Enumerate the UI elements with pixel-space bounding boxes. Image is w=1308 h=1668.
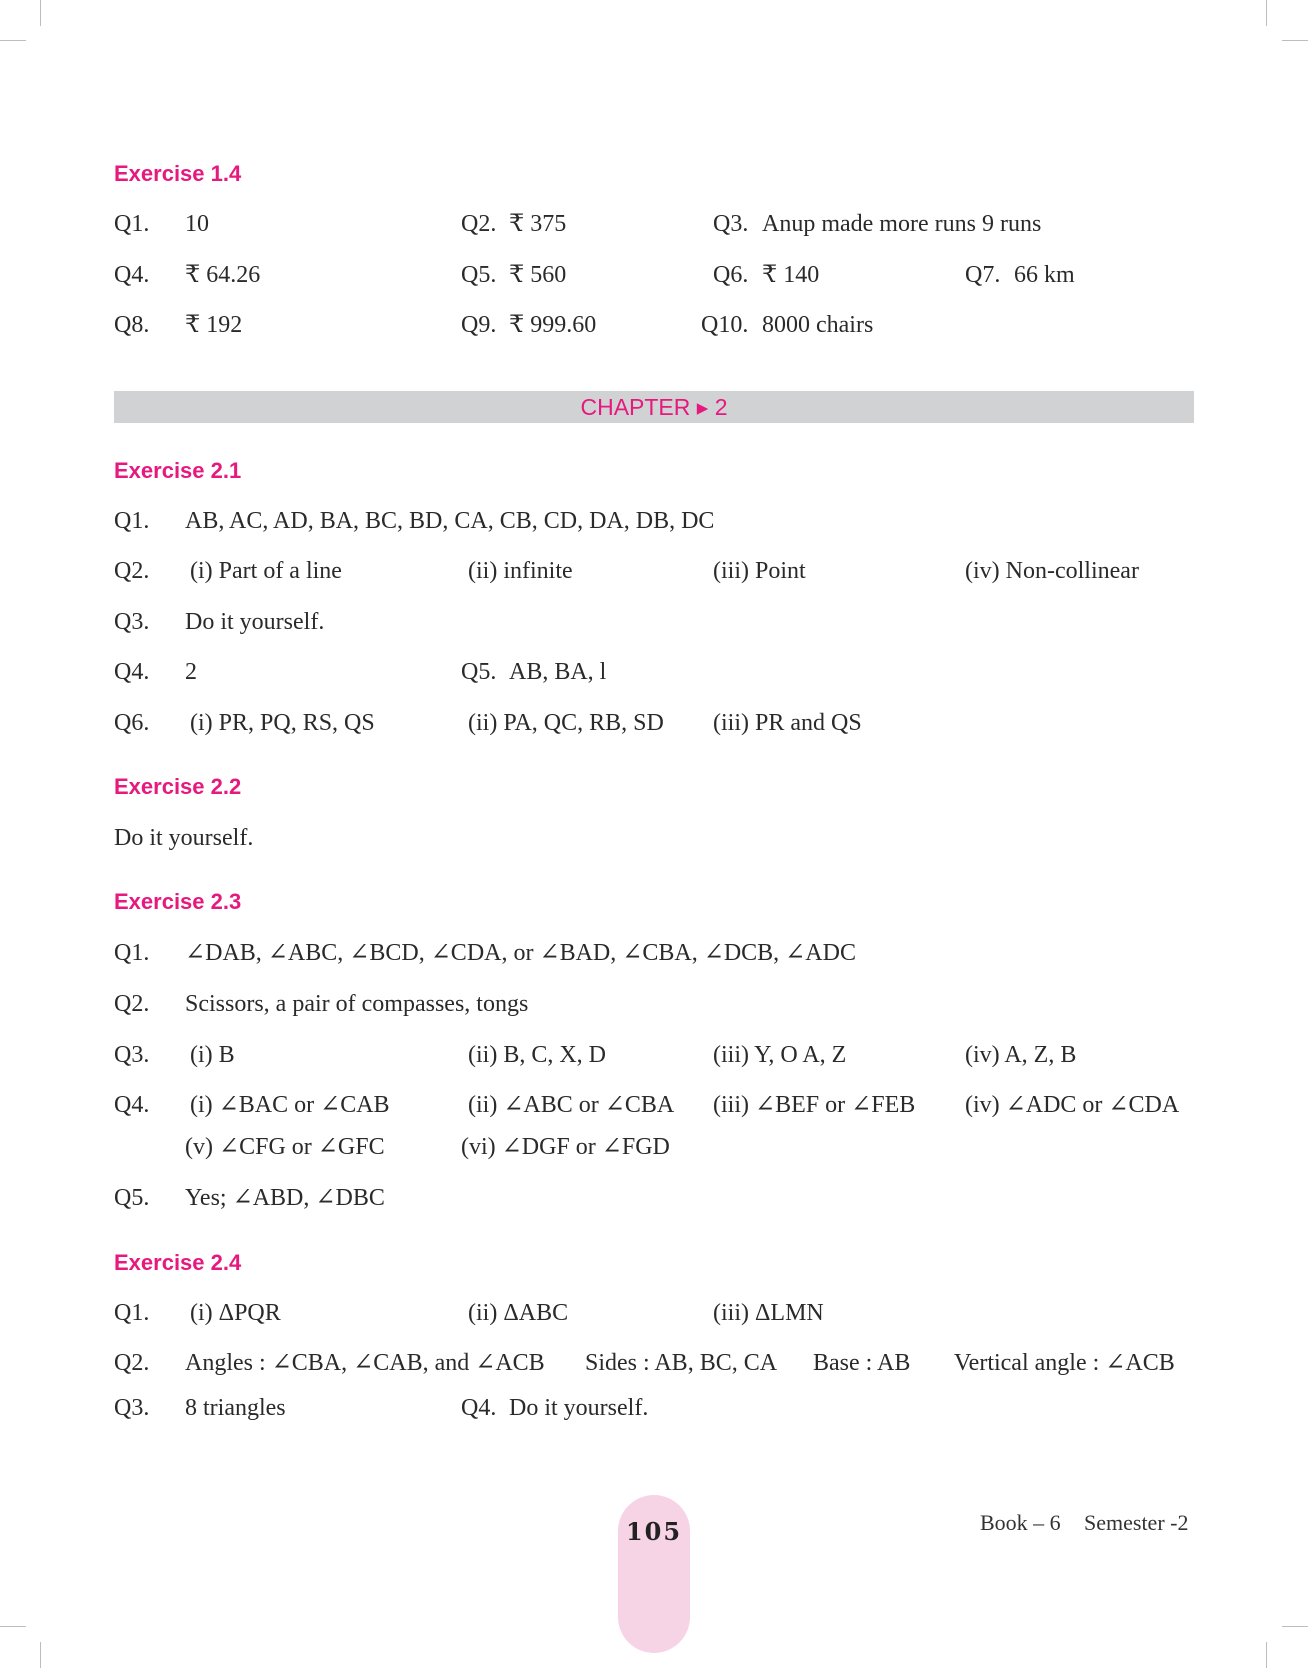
answer-text: Anup made more runs 9 runs (762, 211, 1042, 237)
answer-text: Angles : ∠CBA, ∠CAB, and ∠ACB (185, 1350, 545, 1376)
question-label: Q4. (114, 262, 150, 288)
question-label: Q1. (114, 211, 150, 237)
page-number-tab (618, 1495, 690, 1653)
answer-text: (i) B (190, 1042, 235, 1068)
answer-text: 2 (185, 659, 197, 685)
answer-text: 8 triangles (185, 1395, 286, 1421)
question-label: Q1. (114, 940, 150, 966)
question-label: Q10. (701, 312, 749, 338)
answer-text: Do it yourself. (185, 609, 325, 635)
question-label: Q6. (114, 710, 150, 736)
answer-text: (v) ∠CFG or ∠GFC (185, 1134, 385, 1160)
answer-text: 10 (185, 211, 209, 237)
question-label: Q3. (713, 211, 749, 237)
answer-text: (vi) ∠DGF or ∠FGD (461, 1134, 670, 1160)
exercise-2-1-heading: Exercise 2.1 (114, 458, 242, 483)
page-number: 105 (625, 1517, 683, 1546)
answer-text: Do it yourself. (509, 1395, 649, 1421)
crop-mark-bottom-right-v (1266, 1642, 1267, 1668)
exercise-2-4-heading: Exercise 2.4 (114, 1250, 242, 1275)
crop-mark-bottom-right-h (1282, 1626, 1308, 1627)
question-label: Q9. (461, 312, 497, 338)
question-label: Q4. (114, 1092, 150, 1118)
question-label: Q2. (114, 991, 150, 1017)
question-label: Q2. (114, 558, 150, 584)
answer-text: ₹ 64.26 (185, 262, 261, 288)
chapter-banner (114, 391, 1194, 423)
crop-mark-top-right-v (1266, 0, 1267, 26)
question-label: Q1. (114, 1300, 150, 1326)
question-label: Q5. (461, 262, 497, 288)
answer-text: (ii) ΔABC (468, 1300, 569, 1326)
exercise-2-3-heading: Exercise 2.3 (114, 889, 242, 914)
answer-text: (iii) ΔLMN (713, 1300, 824, 1326)
answer-text: ₹ 192 (185, 312, 243, 338)
answer-text: Vertical angle : ∠ACB (954, 1350, 1175, 1376)
answer-text: (iii) Y, O A, Z (713, 1042, 847, 1068)
answer-text: ₹ 375 (509, 211, 567, 237)
answer-text: 66 km (1014, 262, 1075, 288)
answer-text: (ii) ∠ABC or ∠CBA (468, 1092, 675, 1118)
answer-text: (ii) PA, QC, RB, SD (468, 710, 664, 736)
answer-text: 8000 chairs (762, 312, 874, 338)
exercise-1-4-heading: Exercise 1.4 (114, 161, 242, 186)
question-label: Q5. (114, 1185, 150, 1211)
answer-text: Scissors, a pair of compasses, tongs (185, 991, 529, 1017)
answer-text: (i) ΔPQR (190, 1300, 281, 1326)
answer-text: Base : AB (813, 1350, 911, 1376)
question-label: Q6. (713, 262, 749, 288)
question-label: Q1. (114, 508, 150, 534)
answer-text: (ii) B, C, X, D (468, 1042, 606, 1068)
answer-text: (i) ∠BAC or ∠CAB (190, 1092, 390, 1118)
footer-semester: Semester -2 (1084, 1510, 1189, 1535)
question-label: Q2. (461, 211, 497, 237)
question-label: Q3. (114, 1395, 150, 1421)
answer-text: (iii) PR and QS (713, 710, 862, 736)
answer-text: (iv) Non-collinear (965, 558, 1139, 584)
answer-text: AB, BA, l (509, 659, 607, 685)
answer-text: ₹ 560 (509, 262, 567, 288)
crop-mark-top-right-h (1282, 40, 1308, 41)
crop-mark-bottom-left-v (40, 1642, 41, 1668)
footer-book: Book – 6 (980, 1510, 1061, 1535)
answer-text: Yes; ∠ABD, ∠DBC (185, 1185, 385, 1211)
answer-text: (ii) infinite (468, 558, 573, 584)
answer-text: ₹ 999.60 (509, 312, 597, 338)
question-label: Q2. (114, 1350, 150, 1376)
crop-mark-bottom-left-h (0, 1626, 26, 1627)
question-label: Q3. (114, 609, 150, 635)
question-label: Q8. (114, 312, 150, 338)
answer-text: (iii) Point (713, 558, 806, 584)
crop-mark-top-left-h (0, 40, 26, 41)
question-label: Q5. (461, 659, 497, 685)
answer-text: Sides : AB, BC, CA (585, 1350, 778, 1376)
question-label: Q4. (461, 1395, 497, 1421)
answer-text: Do it yourself. (114, 825, 254, 851)
answer-text: (i) Part of a line (190, 558, 342, 584)
exercise-2-2-heading: Exercise 2.2 (114, 774, 242, 799)
question-label: Q3. (114, 1042, 150, 1068)
answer-text: AB, AC, AD, BA, BC, BD, CA, CB, CD, DA, DB, DC (185, 508, 715, 534)
answer-text: ₹ 140 (762, 262, 820, 288)
question-label: Q7. (965, 262, 1001, 288)
crop-mark-top-left-v (40, 0, 41, 26)
question-label: Q4. (114, 659, 150, 685)
chapter-title: CHAPTER ▸ 2 (580, 394, 728, 420)
answer-text: (i) PR, PQ, RS, QS (190, 710, 375, 736)
answer-text: (iv) A, Z, B (965, 1042, 1077, 1068)
answer-text: ∠DAB, ∠ABC, ∠BCD, ∠CDA, or ∠BAD, ∠CBA, ∠DCB, ∠ADC (185, 940, 856, 966)
answer-text: (iii) ∠BEF or ∠FEB (713, 1092, 916, 1118)
answer-text: (iv) ∠ADC or ∠CDA (965, 1092, 1180, 1118)
